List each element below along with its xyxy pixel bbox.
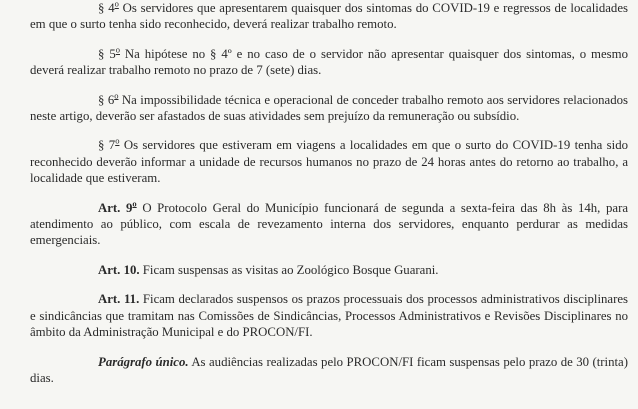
paragraph-section-4 (30, 0, 628, 33)
paragraph-article-10 (30, 262, 628, 278)
section-7-label: § 7$^o$ (98, 136, 120, 153)
paragraph-article-9 (30, 200, 628, 249)
section-5-text: Na hipótese no § 4º e no caso de o servidor não apresentar quaisquer dos sintomas, o mesmo deverá realizar trabalho remoto no prazo de 7 (sete) dias. (30, 46, 629, 78)
section-6-label: § 6$^o$ (98, 90, 119, 107)
sole-paragraph-text: As audiências realizadas pelo PROCON/FI ficam suspensas pelo prazo de 30 (trinta) dias. (30, 354, 628, 385)
paragraph-sole-paragraph (30, 354, 628, 387)
article-10-text: Ficam suspensas as visitas ao Zoológico Bosque Guarani. (142, 262, 439, 277)
article-9-text: O Protocolo Geral do Município funcionará de segunda a sexta-feira das 8h às 14h, para atendimento ao público, com escala de revezamento interna dos servidores, enquanto perdurar as medidas emergenciais. (30, 200, 629, 248)
article-9-label: Art. 9$^o$ (98, 198, 137, 215)
paragraph-section-6 (30, 92, 628, 125)
article-11-label: Art. 11. (98, 292, 140, 307)
paragraph-section-7 (30, 137, 628, 186)
paragraph-article-11 (30, 291, 628, 340)
article-11-text: Ficam declarados suspensos os prazos processuais dos processos administrativos disciplinares e sindicâncias que tramitam nas Comissões de Sindicâncias, Processos Administrativos e Revisões Disciplinares no âmbito da Administração Municipal e do PROCON/FI. (30, 292, 629, 340)
section-5-label: § 5$^o$ (98, 44, 120, 61)
section-4-label: § 4$^o$ (98, 0, 119, 15)
section-7-text: Os servidores que estiveram em viagens a localidades em que o surto do COVID-19 tenha sido reconhecido deverão informar a unidade de recursos humanos no prazo de 24 horas antes do retorno ao trabalho, a localidade que estiveram. (30, 138, 629, 186)
section-6-text: Na impossibilidade técnica e operacional de conceder trabalho remoto aos servidores relacionados neste artigo, deverão ser afastados de suas atividades sem prejuízo da remuneração ou subsídio. (30, 92, 628, 124)
section-4-text: Os servidores que apresentarem quaisquer dos sintomas do COVID-19 e regressos de localidades em que o surto tenha sido reconhecido, deverá realizar trabalho remoto. (30, 1, 628, 32)
paragraph-section-5 (30, 46, 628, 79)
article-10-label: Art. 10. (98, 262, 140, 277)
sole-paragraph-label: Parágrafo único. (98, 354, 189, 369)
